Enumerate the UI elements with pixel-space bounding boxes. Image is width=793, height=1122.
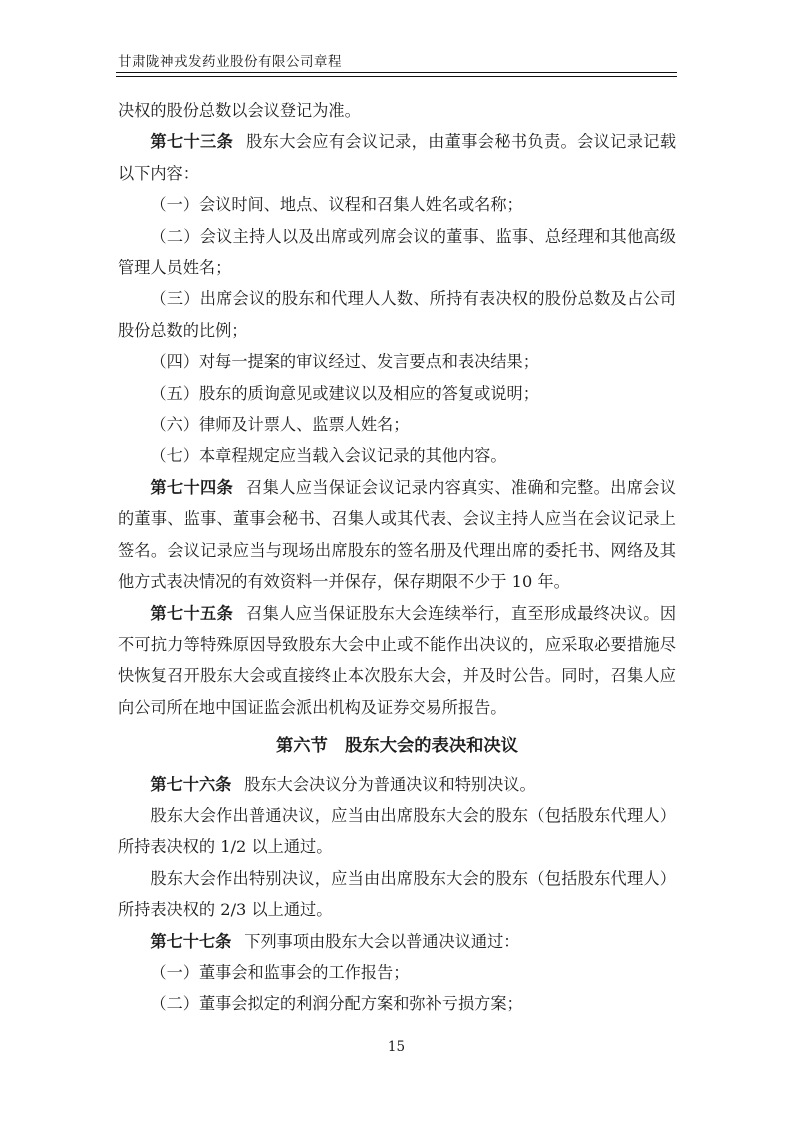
article-number: 第七十四条 xyxy=(150,477,234,497)
list-item-1 xyxy=(118,957,676,988)
document-header-title: 甘肃陇神戎发药业股份有限公司章程 xyxy=(118,54,342,70)
article-number: 第七十五条 xyxy=(150,603,234,623)
article-73 xyxy=(118,126,676,189)
page-number: 15 xyxy=(387,1039,406,1055)
article-74 xyxy=(118,472,676,598)
list-item-6 xyxy=(118,409,676,440)
paragraph-text: （二）董事会拟定的利润分配方案和弥补亏损方案； xyxy=(150,994,523,1014)
paragraph-text: （四）对每一提案的审议经过、发言要点和表决结果； xyxy=(150,352,539,372)
paragraph-text: 股东大会决议分为普通决议和特别决议。 xyxy=(244,774,536,794)
paragraph-text: （一）会议时间、地点、议程和召集人姓名或名称； xyxy=(150,195,523,215)
article-number: 第七十六条 xyxy=(150,774,232,794)
paragraph-text: 股东大会作出普通决议，应当由出席股东大会的股东（包括股东代理人）所持表决权的 1/2 以上通过。 xyxy=(118,805,676,857)
paragraph-text: （七）本章程规定应当载入会议记录的其他内容。 xyxy=(150,446,507,466)
list-item-4 xyxy=(118,346,676,377)
paragraph-special-resolution xyxy=(118,863,676,926)
paragraph-text: （三）出席会议的股东和代理人人数、所持有表决权的股份总数及占公司股份总数的比例； xyxy=(118,289,676,340)
article-77 xyxy=(118,926,676,957)
list-item-2 xyxy=(118,221,676,284)
article-75 xyxy=(118,598,676,724)
document-body xyxy=(118,95,676,1020)
paragraph-ordinary-resolution xyxy=(118,800,676,863)
section-heading-6 xyxy=(118,731,676,762)
paragraph-text: （二）会议主持人以及出席或列席会议的董事、监事、总经理和其他高级管理人员姓名； xyxy=(118,226,676,278)
paragraph-text: 决权的股份总数以会议登记为准。 xyxy=(118,101,361,120)
paragraph-text: 股东大会作出特别决议，应当由出席股东大会的股东（包括股东代理人）所持表决权的 2/3 以上通过。 xyxy=(118,868,676,920)
paragraph-text: 下列事项由股东大会以普通决议通过： xyxy=(244,931,520,951)
paragraph-text: （五）股东的质询意见或建议以及相应的答复或说明； xyxy=(150,383,539,403)
list-item-3 xyxy=(118,283,676,346)
list-item-5 xyxy=(118,378,676,409)
paragraph-text: 股东大会应有会议记录，由董事会秘书负责。会议记录记载以下内容： xyxy=(118,132,677,183)
article-number: 第七十七条 xyxy=(150,931,232,951)
paragraph-continuation xyxy=(118,95,676,126)
list-item-2 xyxy=(118,988,676,1019)
article-76 xyxy=(118,769,676,800)
article-number: 第七十三条 xyxy=(150,132,234,152)
paragraph-text: 召集人应当保证会议记录内容真实、准确和完整。出席会议的董事、监事、董事会秘书、召集人或其代表、会议主持人应当在会议记录上签名。会议记录应当与现场出席股东的签名册及代理出席的委托书、网络及其他方式表决情况的有效资料一并保存，保存期限不少于 10 年。 xyxy=(118,477,677,592)
list-item-1 xyxy=(118,189,676,220)
paragraph-text: 第六节 股东大会的表决和决议 xyxy=(276,736,518,757)
paragraph-text: 召集人应当保证股东大会连续举行，直至形成最终决议。因不可抗力等特殊原因导致股东大会中止或不能作出决议的，应采取必要措施尽快恢复召开股东大会或直接终止本次股东大会，并及时公告。同时，召集人应向公司所在地中国证监会派出机构及证券交易所报告。 xyxy=(118,603,677,717)
paragraph-text: （六）律师及计票人、监票人姓名； xyxy=(150,415,410,435)
header-double-rule xyxy=(116,72,677,77)
paragraph-text: （一）董事会和监事会的工作报告； xyxy=(150,962,410,982)
list-item-7 xyxy=(118,440,676,471)
